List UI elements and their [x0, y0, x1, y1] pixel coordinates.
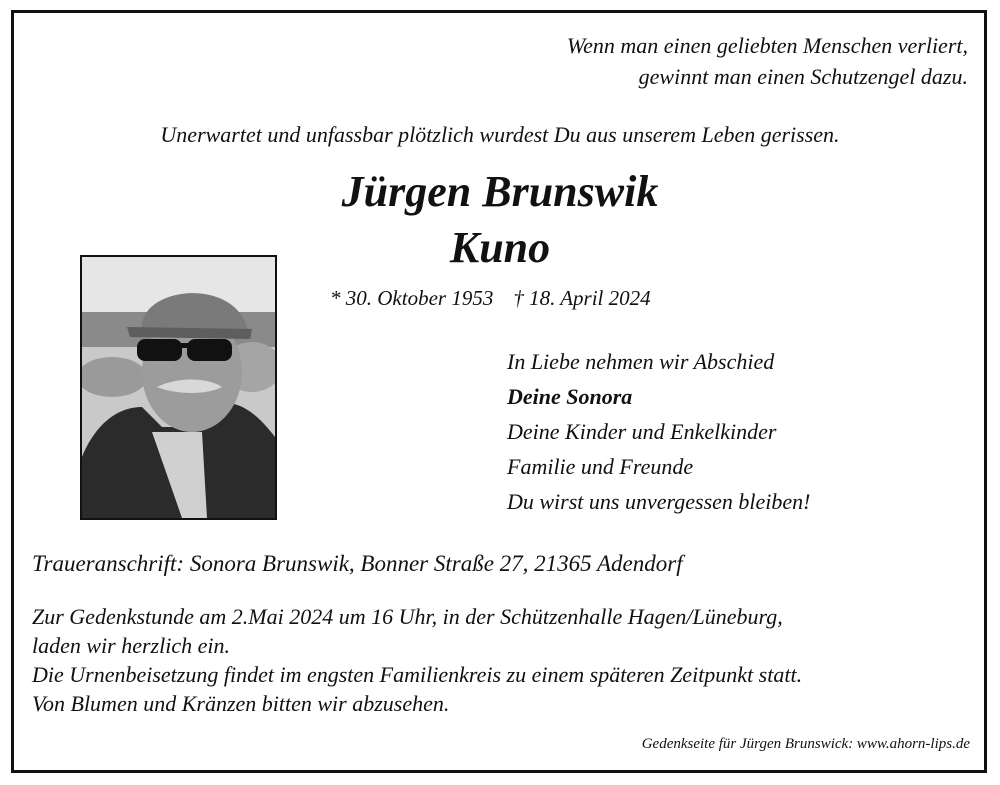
notice-line: laden wir herzlich ein. [32, 633, 230, 658]
notice-line: Von Blumen und Kränzen bitten wir abzusehen. [32, 691, 450, 716]
quote-line-1: Wenn man einen geliebten Menschen verliert, [566, 33, 968, 58]
life-dates [330, 286, 671, 311]
memorial-notice [32, 602, 802, 718]
portrait-photo [80, 255, 277, 520]
mourners-block [507, 344, 810, 519]
notice-line: Zur Gedenkstunde am 2.Mai 2024 um 16 Uhr, in der Schützenhalle Hagen/Lüneburg, [32, 604, 783, 629]
mourners-line: Familie und Freunde [507, 454, 694, 479]
mourners-line: Deine Kinder und Enkelkinder [507, 419, 777, 444]
deceased-name: Jürgen Brunswik [341, 167, 659, 216]
memorial-page-link: Gedenkseite für Jürgen Brunswick: www.ahorn-lips.de [641, 736, 970, 752]
deceased-nickname: Kuno [449, 223, 551, 272]
mourners-line: Du wirst uns unvergessen bleiben! [507, 489, 811, 514]
mourning-address: Traueranschrift: Sonora Brunswik, Bonner Straße 27, 21365 Adendorf [32, 551, 683, 576]
mourners-line: Deine Sonora [507, 384, 633, 409]
mourners-line: In Liebe nehmen wir Abschied [507, 349, 775, 374]
intro-text: Unerwartet und unfassbar plötzlich wurdest Du aus unserem Leben gerissen. [160, 122, 840, 147]
birth-date: * 30. Oktober 1953 [330, 286, 494, 310]
notice-line: Die Urnenbeisetzung findet im engsten Familienkreis zu einem späteren Zeitpunkt statt. [32, 662, 803, 687]
death-date: † 18. April 2024 [513, 286, 651, 310]
memorial-quote [567, 30, 968, 92]
portrait-illustration [82, 257, 275, 518]
quote-line-2: gewinnt man einen Schutzengel dazu. [638, 64, 968, 89]
